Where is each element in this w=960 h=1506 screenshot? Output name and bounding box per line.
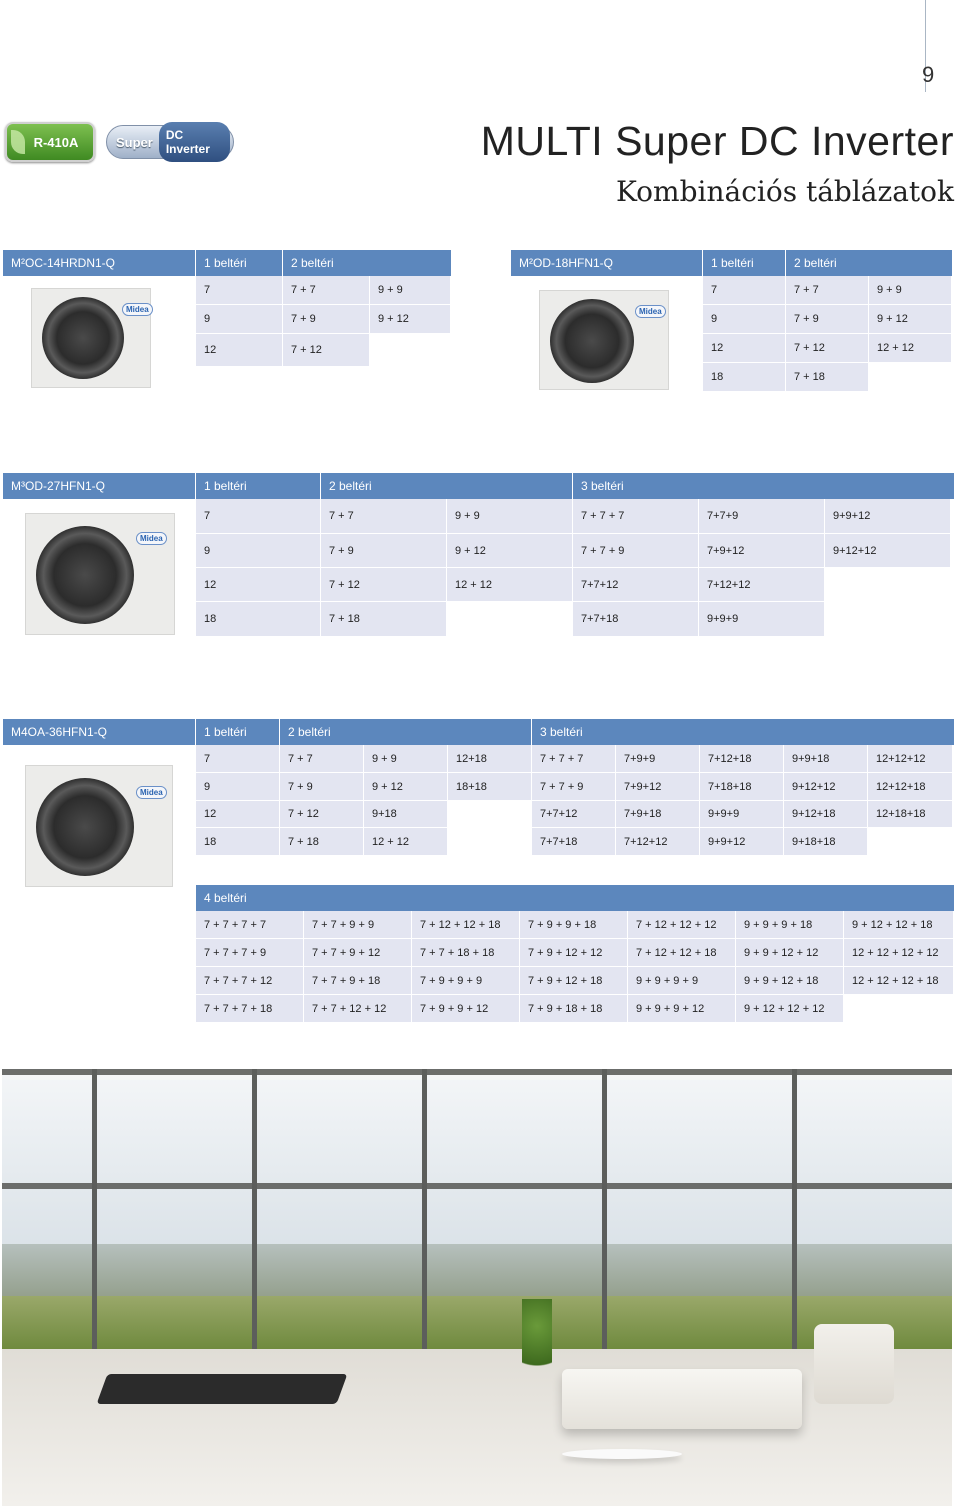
table-cell: 9 + 9 + 12 + 12: [736, 939, 844, 967]
table-cell: 7 + 7 + 9 + 12: [304, 939, 412, 967]
photo-floor: [2, 1349, 952, 1506]
table-cell: 9 + 12 + 12 + 12: [736, 995, 844, 1023]
table-cell: [869, 363, 952, 392]
table-header-1-indoor: 1 beltéri: [703, 250, 786, 276]
table-cell: 9+9+12: [825, 499, 951, 534]
table-cell: 12+18+18: [868, 801, 953, 828]
table-header-2-indoor: 2 beltéri: [786, 250, 952, 276]
table-cell: 9: [196, 305, 283, 334]
table-cell: 7 + 9 + 9 + 9: [412, 967, 520, 995]
table-cell: 7+7+18: [573, 602, 699, 637]
table-cell: 7+9+18: [616, 801, 700, 828]
table-header-1-indoor: 1 beltéri: [196, 473, 321, 499]
combination-table-m3od-27hfn1: [3, 473, 954, 639]
photo-window-mullion: [422, 1069, 427, 1349]
table-cell: 9 + 12: [447, 534, 573, 568]
table-cell: 7+7+18: [532, 828, 616, 856]
table-cell: 7 + 7 + 9: [573, 534, 699, 568]
table-cell: 7 + 7 + 9 + 9: [304, 911, 412, 939]
table-cell: 9+18: [364, 801, 448, 828]
table-header-4-indoor: 4 beltéri: [196, 885, 954, 911]
table-cell: 9+12+18: [784, 801, 868, 828]
table-cell: 9 + 9: [364, 745, 448, 773]
outdoor-unit-image: [539, 290, 669, 390]
table-cell: 12 + 12: [869, 334, 952, 363]
table-cell: 7 + 7 + 7 + 7: [196, 911, 304, 939]
r410a-badge: R-410A: [5, 122, 95, 162]
table-cell: 9: [196, 773, 280, 801]
table-cell: 7+12+12: [616, 828, 700, 856]
table-cell: 18: [196, 602, 321, 637]
table-cell: 12 + 12: [447, 568, 573, 602]
photo-coffee-table: [562, 1449, 682, 1459]
table-cell: 7 + 18: [280, 828, 364, 856]
leaf-icon: [11, 130, 25, 154]
table-cell: [370, 334, 451, 367]
table-header-2-indoor: 2 beltéri: [283, 250, 451, 276]
table-cell: 7 + 12 + 12 + 18: [628, 939, 736, 967]
photo-window-mullion: [252, 1069, 257, 1349]
brand-logo: Midea: [635, 305, 666, 318]
table-cell: 9 + 9: [869, 276, 952, 305]
photo-window-mullion: [792, 1069, 797, 1349]
table-cell: 9 + 9 + 9 + 12: [628, 995, 736, 1023]
fan-icon: [42, 297, 124, 379]
table-cell: 7 + 7 + 18 + 18: [412, 939, 520, 967]
table-cell: 7 + 9: [786, 305, 869, 334]
table-cell: 9 + 12: [364, 773, 448, 801]
table-cell: [825, 602, 951, 637]
photo-sky: [2, 1069, 952, 1261]
photo-window-mullion: [602, 1069, 607, 1349]
table-cell: 7 + 9 + 12 + 18: [520, 967, 628, 995]
table-cell: 7 + 7: [283, 276, 370, 305]
table-model-header: M4OA-36HFN1-Q: [3, 719, 196, 745]
table-cell: 7 + 9 + 12 + 12: [520, 939, 628, 967]
table-cell: 9: [703, 305, 786, 334]
table-cell: 9+9+12: [700, 828, 784, 856]
photo-armchair: [814, 1324, 894, 1404]
table-cell: 7 + 7 + 7 + 12: [196, 967, 304, 995]
table-cell: 7+7+12: [532, 801, 616, 828]
table-cell: 18: [703, 363, 786, 392]
table-cell: 7+7+9: [699, 499, 825, 534]
table-cell: 7: [196, 745, 280, 773]
table-cell: 9+18+18: [784, 828, 868, 856]
table-cell: 12: [196, 334, 283, 367]
table-cell: 7 + 12 + 12 + 12: [628, 911, 736, 939]
table-cell: 7+18+18: [700, 773, 784, 801]
table-cell: 7 + 7 + 9 + 18: [304, 967, 412, 995]
page-number: 9: [922, 62, 935, 87]
table-cell: 7: [703, 276, 786, 305]
table-cell: 9+9+9: [700, 801, 784, 828]
table-cell: 7: [196, 276, 283, 305]
table-cell: 7 + 7 + 12 + 12: [304, 995, 412, 1023]
table-model-header: M²OD-18HFN1-Q: [511, 250, 703, 276]
interior-lounge-photo: [2, 1069, 952, 1506]
table-cell: 7+9+12: [699, 534, 825, 568]
table-cell: 7+7+12: [573, 568, 699, 602]
photo-plant: [522, 1299, 552, 1389]
fan-icon: [36, 778, 134, 876]
table-cell: 7 + 18: [786, 363, 869, 392]
table-cell: 9 + 12 + 12 + 18: [844, 911, 954, 939]
table-cell: [447, 602, 573, 637]
combination-table-m2oc-14hrdn1: [3, 250, 451, 392]
table-cell: 7 + 7 + 7 + 9: [196, 939, 304, 967]
table-cell: 12+18: [448, 745, 532, 773]
table-cell: 7: [196, 499, 321, 534]
table-cell: 9 + 9 + 9 + 18: [736, 911, 844, 939]
table-cell: 9 + 12: [370, 305, 451, 334]
photo-sofa: [562, 1369, 802, 1429]
table-cell: 12: [196, 801, 280, 828]
table-cell: 7+9+9: [616, 745, 700, 773]
table-cell: 9+12+12: [825, 534, 951, 568]
table-cell: 7 + 9 + 9 + 18: [520, 911, 628, 939]
table-cell: 7 + 9: [280, 773, 364, 801]
table-header-3-indoor: 3 beltéri: [573, 473, 954, 499]
table-cell: 18: [196, 828, 280, 856]
super-label: Super: [116, 134, 153, 150]
table-cell: 7 + 7 + 9: [532, 773, 616, 801]
combination-table-m4oa-36hfn1: [3, 719, 954, 1023]
table-cell: 7+12+18: [700, 745, 784, 773]
photo-window-beam: [2, 1069, 952, 1075]
photo-window-beam: [2, 1183, 952, 1189]
brand-logo: Midea: [136, 532, 167, 545]
table-cell: 12 + 12 + 12 + 12: [844, 939, 954, 967]
super-dc-inverter-badge: [106, 125, 234, 159]
brand-logo: Midea: [122, 303, 153, 316]
brand-logo: Midea: [136, 786, 167, 799]
table-cell: 9+9+9: [699, 602, 825, 637]
table-cell: 9+12+12: [784, 773, 868, 801]
table-cell: [844, 995, 954, 1023]
table-cell: 9 + 9 + 12 + 18: [736, 967, 844, 995]
table-cell: 12+12+18: [868, 773, 953, 801]
table-header-1-indoor: 1 beltéri: [196, 250, 283, 276]
page-subtitle: Kombinációs táblázatok: [616, 175, 954, 208]
table-cell: [448, 801, 532, 828]
table-cell: [448, 828, 532, 856]
outdoor-unit-image: [25, 513, 175, 635]
table-cell: 12: [196, 568, 321, 602]
table-cell: 9+9+18: [784, 745, 868, 773]
table-cell: 7 + 9 + 9 + 12: [412, 995, 520, 1023]
table-cell: 7 + 9 + 18 + 18: [520, 995, 628, 1023]
table-cell: 9 + 12: [869, 305, 952, 334]
table-cell: 7 + 12 + 12 + 18: [412, 911, 520, 939]
table-cell: 7 + 9: [283, 305, 370, 334]
table-cell: 7+9+12: [616, 773, 700, 801]
outdoor-unit-image: [25, 765, 173, 887]
table-cell: 12: [703, 334, 786, 363]
dc-inverter-label: DC Inverter: [159, 122, 230, 162]
table-header-2-indoor: 2 beltéri: [280, 719, 532, 745]
table-cell: 7 + 7: [786, 276, 869, 305]
table-cell: 12 + 12 + 12 + 18: [844, 967, 954, 995]
table-cell: 9: [196, 534, 321, 568]
photo-lawn: [2, 1296, 952, 1348]
table-cell: 7 + 7 + 7: [573, 499, 699, 534]
table-cell: 7 + 12: [280, 801, 364, 828]
table-model-header: M³OD-27HFN1-Q: [3, 473, 196, 499]
table-cell: 9 + 9: [370, 276, 451, 305]
table-cell: 18+18: [448, 773, 532, 801]
fan-icon: [36, 526, 134, 624]
fan-icon: [550, 299, 634, 383]
table-cell: 7 + 18: [321, 602, 447, 637]
table-cell: 7 + 9: [321, 534, 447, 568]
outdoor-unit-image: [31, 288, 151, 388]
table-cell: 7 + 7 + 7: [532, 745, 616, 773]
table-model-header: M²OC-14HRDN1-Q: [3, 250, 196, 276]
table-cell: [868, 828, 953, 856]
table-cell: 12 + 12: [364, 828, 448, 856]
table-cell: 7 + 12: [786, 334, 869, 363]
table-header-3-indoor: 3 beltéri: [532, 719, 954, 745]
combination-table-m2od-18hfn1: [511, 250, 952, 392]
table-cell: 7+12+12: [699, 568, 825, 602]
page-title: MULTI Super DC Inverter: [480, 118, 954, 164]
table-cell: 7 + 12: [321, 568, 447, 602]
photo-lounge-chair: [97, 1374, 348, 1404]
table-header-1-indoor: 1 beltéri: [196, 719, 280, 745]
table-cell: 7 + 7 + 7 + 18: [196, 995, 304, 1023]
table-cell: 7 + 7: [280, 745, 364, 773]
photo-window-mullion: [92, 1069, 97, 1349]
table-cell: 12+12+12: [868, 745, 953, 773]
table-header-2-indoor: 2 beltéri: [321, 473, 573, 499]
table-cell: [825, 568, 951, 602]
table-cell: 7 + 7: [321, 499, 447, 534]
table-cell: 9 + 9 + 9 + 9: [628, 967, 736, 995]
table-cell: 7 + 12: [283, 334, 370, 367]
table-cell: 9 + 9: [447, 499, 573, 534]
